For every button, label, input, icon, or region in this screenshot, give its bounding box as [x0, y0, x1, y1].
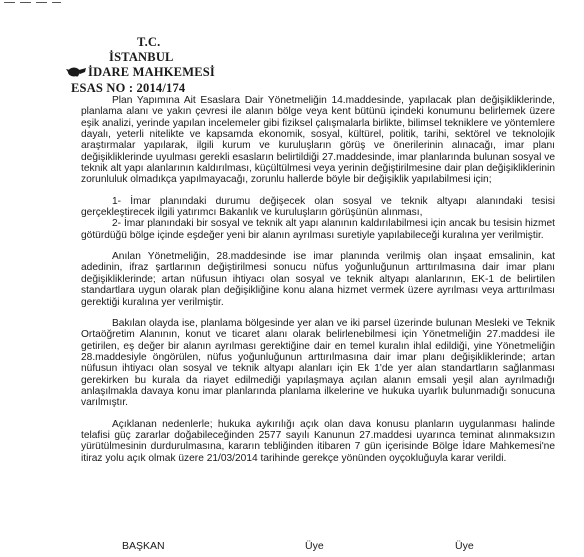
- paragraph-item-2: 2- İmar planındaki bir sosyal ve teknik alt yapı alanının kaldırılabilmesi için ancak bu tesisin hizmet götürdüğü bölge içinde eşdeğer yeni bir alanın ayrılması suretiyle yapılabileceği kuralına yer verilmiştir.: [81, 218, 555, 241]
- court-emblem-icon: [66, 66, 88, 78]
- edge-dash: [20, 2, 31, 3]
- decision-body: [81, 95, 555, 474]
- signature-row: [0, 540, 584, 554]
- signature-member-2: Üye: [455, 540, 474, 552]
- city-label: İSTANBUL: [109, 50, 174, 64]
- top-edge-marks: [4, 0, 64, 6]
- edge-dash: [36, 2, 47, 3]
- case-number: ESAS NO : 2014/174: [71, 81, 186, 95]
- paragraph-regulation-art14-27: Plan Yapımına Ait Esaslara Dair Yönetmeliğin 14.maddesinde, yapılacak plan değişikliklerinde, planlama alanı ve yakın çevresi ile alanın bölge veya kent bütünü içindeki konumunu belirlemek üzere eşik analizi, yerinde yapılan incelemeler gibi fiziksel çalışmalarla birlikte, bilimsel tekniklere ve yöntemlere dayalı, yeterli nitelikte ve kapsamda ekonomik, sosyal, kültürel, politik, tarihi, sektörel ve teknolojik araştırmalar yapılarak, ilgili kurum ve kuruluşların görüş ve önerilerinin alınacağı, imar planı değişikliklerinde uyulması gerekli esasların belirtildiği 27.maddesinde, imar planlarında bulunan sosyal ve teknik alt yapı alanlarının kaldırılması, küçültülmesi veya yerinin değiştirilmesine dair plan değişikliklerinin zorunluluk olmadıkça yapılmayacağı, zorunlu hallerde böyle bir değişiklik yapılabilmesi için;: [81, 95, 555, 186]
- signature-chair: BAŞKAN: [122, 540, 165, 552]
- paragraph-case-assessment: Bakılan olayda ise, planlama bölgesinde yer alan ve iki parsel üzerinde bulunan Mesleki ve Teknik Ortaöğretim Alanının, konut ve ticaret alanı olarak belirlenebilmesi için Yönetmeliğin 27.maddesi ile getirilen, eş değer bir alanın ayrılması gerektiğine dair en temel kuralın ihlal edildiği, yine Yönetmeliğin 28.maddesiyle öngörülen, nüfus yoğunluğunun arttırılmasına dair imar planı değişikliklerinde; artan nüfusun ihtiyacı olan sosyal ve teknik altyapı alanları için Ek 1'de yer alan standartların sağlanması gerekirken bu kurala da riayet edilmediği yapılaşmaya açılan alanın emsali yeşil alan ayrılmadığı anlaşılmakla davaya konu imar planlarında planlama ilkelerine ve hukuka uyarlık bulunmadığı sonucuna varılmıştır.: [81, 317, 555, 409]
- edge-dash: [52, 2, 61, 3]
- paragraph-item-1: 1- İmar planındaki durumu değişecek olan sosyal ve teknik altyapı alanındaki tesisi gerçekleştirecek ilgili yatırımcı Bakanlık ve kuruluşların görüşünün alınması,: [81, 195, 555, 219]
- paragraph-judgment: Açıklanan nedenlerle; hukuka aykırılığı açık olan dava konusu planların uygulanması halinde telafisi güç zararlar doğabileceğinden 2577 sayılı Kanunun 27.maddesi uyarınca teminat alınmaksızın yürütülmesinin durdurulmasına, kararın tebliğinden itibaren 7 gün içerisinde Bölge İdare Mahkemesi'ne itiraz yolu açık olmak üzere 21/03/2014 tarihinde gerekçe yönünden oyçokluğuyla karar verildi.: [81, 418, 555, 464]
- republic-label: T.C.: [137, 35, 161, 49]
- court-name: İDARE MAHKEMESİ: [88, 65, 215, 79]
- paragraph-regulation-art28: Anılan Yönetmeliğin, 28.maddesinde ise imar planında verilmiş olan inşaat emsalinin, kat adedinin, ifraz şartlarının değiştirilmesi sonucu nüfus yoğunluğunun arttırılmasına dair imar planı değişikliklerinde; artan nüfusun ihtiyacı olan sosyal ve teknik altyapı alanlarının, EK-1 de belirtilen standartlara uygun olarak plan değişikliğine konu alana hizmet vermek üzere ayrılması veya arttırılması gerektiği kuralına yer verilmiştir.: [81, 251, 555, 308]
- edge-dash: [4, 2, 15, 3]
- signature-member-1: Üye: [305, 540, 324, 552]
